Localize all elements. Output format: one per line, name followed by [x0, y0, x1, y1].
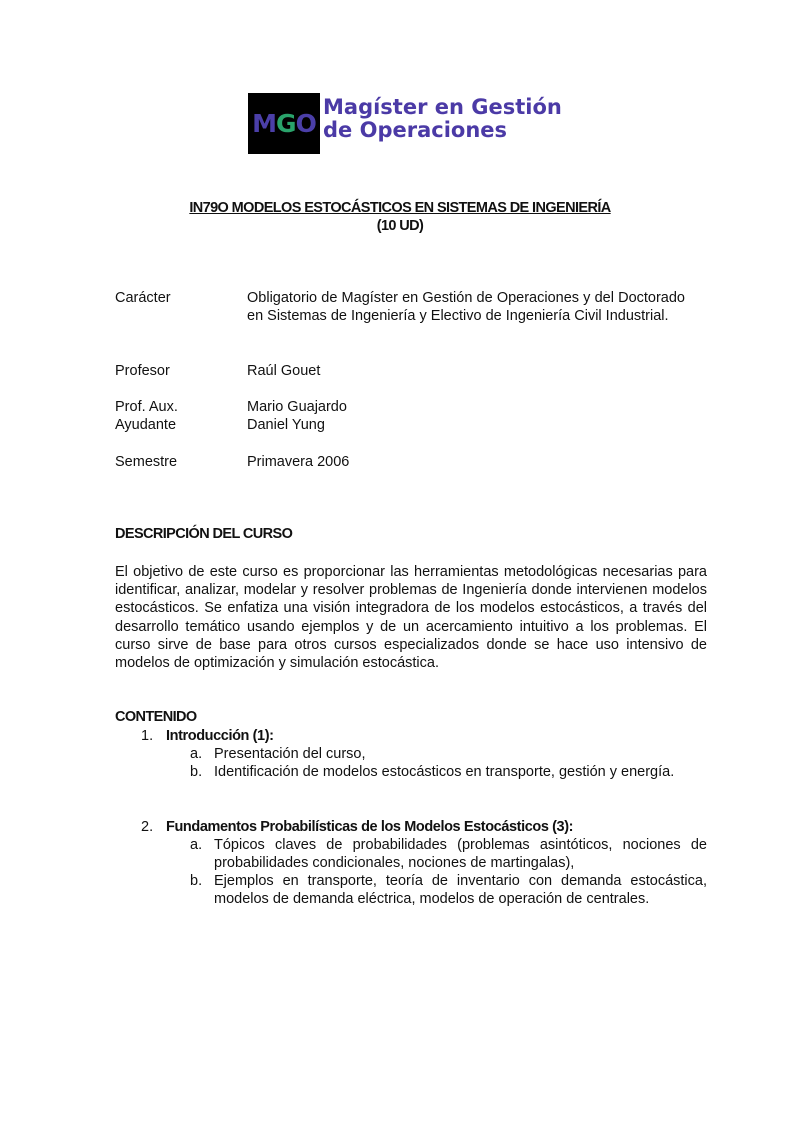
semestre-value: Primavera 2006 [247, 454, 350, 470]
course-title [0, 199, 800, 235]
ayudante-value: Daniel Yung [247, 417, 325, 433]
profesor-value: Raúl Gouet [247, 363, 321, 379]
subitem-letter: a. [190, 837, 203, 853]
subitem-text: Identificación de modelos estocásticos en transporte, gestión y energía. [214, 764, 675, 780]
profesor-label: Profesor [115, 363, 170, 379]
subitem-letter: b. [190, 873, 203, 889]
course-units: (10 UD) [376, 218, 424, 234]
caracter-value: Obligatorio de Magíster en Gestión de Operaciones y del Doctorado en Sistemas de Ingeniería y Electivo de Ingeniería Civil Industrial. [247, 290, 685, 325]
subitem-letter: b. [190, 764, 203, 780]
course-name: IN79O MODELOS ESTOCÁSTICOS EN SISTEMAS DE INGENIERÍA [189, 200, 611, 216]
aux-value: Mario Guajardo [247, 399, 347, 415]
semestre-label: Semestre [115, 454, 178, 470]
logo-mark: M G O [248, 93, 320, 154]
logo-line-1: Magíster en Gestión [323, 95, 562, 119]
item-title: Introducción (1): [166, 728, 274, 744]
contenido-heading: CONTENIDO [115, 709, 197, 725]
subitem-letter: a. [190, 746, 203, 762]
logo-line-2: de Operaciones [323, 118, 508, 142]
descripcion-text: El objetivo de este curso es proporcionar las herramientas metodológicas necesarias para identificar, analizar, modelar y resolver problemas de Ingeniería donde intervienen modelos estocásticos. Se enfatiza una visión integradora de los modelos estocásticos, a través del desarrollo temático usando ejemplos y de un acercamiento intuitivo a los problemas. El curso sirve de base para otros cursos especializados donde se hace uso intensivo de modelos de optimización y simulación estocástica. [115, 564, 707, 672]
aux-label: Prof. Aux. [115, 399, 178, 415]
item-number: 1. [141, 728, 154, 744]
subitem-text: Presentación del curso, [214, 746, 366, 762]
subitem-text: Ejemplos en transporte, teoría de inventario con demanda estocástica, modelos de demanda eléctrica, modelos de operación de centrales. [214, 873, 707, 908]
ayudante-label: Ayudante [115, 417, 177, 433]
logo-text [323, 96, 562, 142]
item-title: Fundamentos Probabilísticas de los Modelos Estocásticos (3): [166, 819, 574, 835]
descripcion-heading: DESCRIPCIÓN DEL CURSO [115, 526, 293, 542]
subitem-text: Tópicos claves de probabilidades (problemas asintóticos, nociones de probabilidades condicionales, nociones de martingalas), [214, 837, 707, 872]
item-number: 2. [141, 819, 154, 835]
caracter-label: Carácter [115, 290, 171, 306]
